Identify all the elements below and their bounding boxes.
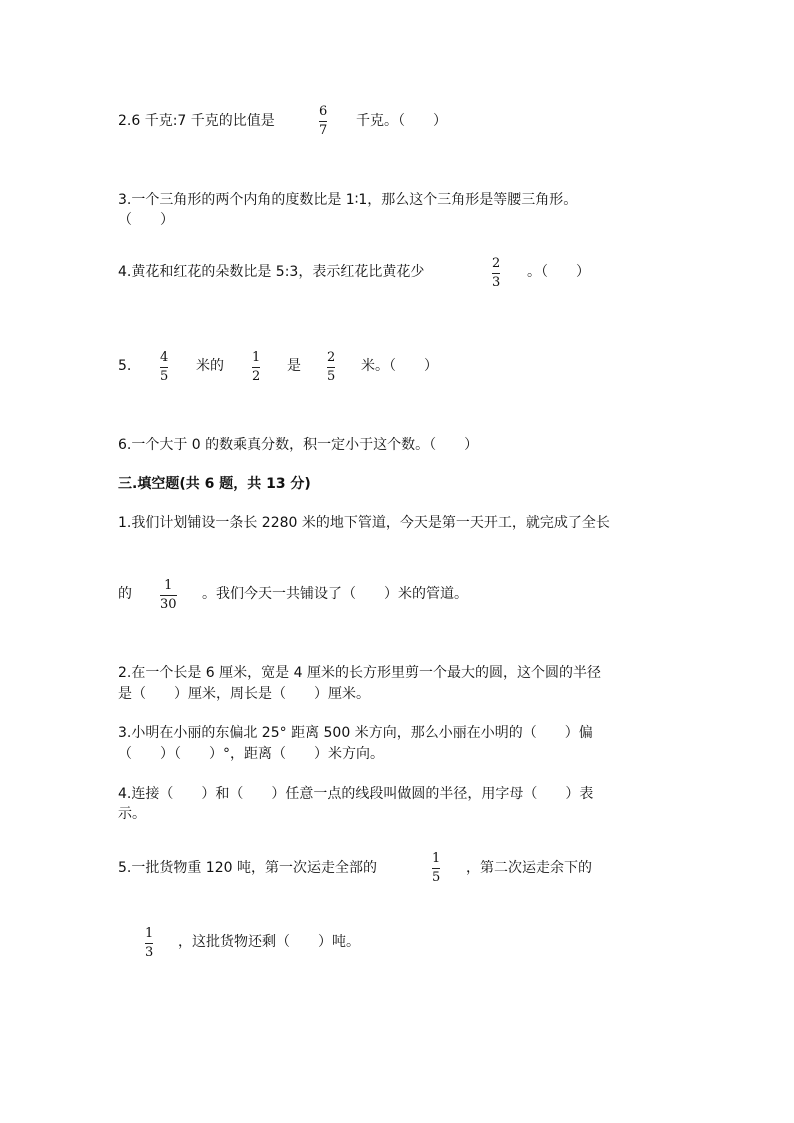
fraction-1-5 xyxy=(432,851,440,885)
fraction-bar xyxy=(492,273,500,274)
fraction-numerator: 4 xyxy=(160,350,169,365)
judgment-q5-text-a: 米的 xyxy=(196,358,224,374)
judgment-q5-number: 5. xyxy=(118,358,132,374)
fill-q5-tail: ，这批货物还剩（ ）吨。 xyxy=(178,934,360,950)
fraction-denominator: 5 xyxy=(432,870,441,885)
fraction-bar xyxy=(160,595,177,596)
fraction-bar xyxy=(160,367,168,368)
judgment-q5-tail: 米。（ ） xyxy=(361,358,438,374)
fraction-bar xyxy=(319,121,327,122)
fill-q3-text: 3.小明在小丽的东偏北 25° 距离 500 米方向，那么小丽在小明的（ ）偏 xyxy=(118,725,593,741)
fraction-numerator: 2 xyxy=(492,256,501,271)
judgment-q6-text: 6.一个大于 0 的数乘真分数，积一定小于这个数。（ ） xyxy=(118,437,479,453)
fill-q4-text: 4.连接（ ）和（ ）任意一点的线段叫做圆的半径，用字母（ ）表 xyxy=(118,786,594,802)
fill-q1-tail: 。我们今天一共铺设了（ ）米的管道。 xyxy=(202,586,468,602)
judgment-q3-text: 3.一个三角形的两个内角的度数比是 1∶1，那么这个三角形是等腰三角形。 xyxy=(118,192,578,208)
fraction-denominator: 30 xyxy=(160,597,177,612)
fraction-bar xyxy=(252,367,260,368)
judgment-q4-tail: 。（ ） xyxy=(527,264,590,280)
section-heading-fill-in: 三.填空题(共 6 题，共 13 分) xyxy=(118,476,311,492)
fraction-numerator: 6 xyxy=(319,104,328,119)
fraction-4-5 xyxy=(160,350,168,384)
judgment-q4-text: 4.黄花和红花的朵数比是 5:3，表示红花比黄花少 xyxy=(118,264,425,280)
fill-q2-text-b: 是（ ）厘米，周长是（ ）厘米。 xyxy=(118,686,370,702)
fraction-numerator: 1 xyxy=(252,350,261,365)
fill-q1-text: 1.我们计划铺设一条长 2280 米的地下管道，今天是第一天开工，就完成了全长 xyxy=(118,515,610,531)
fill-q2-text: 2.在一个长是 6 厘米，宽是 4 厘米的长方形里剪一个最大的圆，这个圆的半径 xyxy=(118,665,601,681)
fraction-bar xyxy=(327,367,335,368)
fraction-2-5 xyxy=(327,350,335,384)
fill-q5-text: 5.一批货物重 120 吨，第一次运走全部的 xyxy=(118,860,377,876)
fraction-bar xyxy=(432,868,440,869)
fraction-1-30 xyxy=(160,578,177,612)
fill-q4-text-b: 示。 xyxy=(118,806,146,822)
fraction-denominator: 5 xyxy=(327,369,336,384)
fraction-numerator: 1 xyxy=(432,851,441,866)
fill-q5-text-b: ，第二次运走余下的 xyxy=(466,860,592,876)
judgment-q2-text: 2.6 千克:7 千克的比值是 xyxy=(118,113,275,129)
fraction-denominator: 2 xyxy=(252,369,261,384)
fill-q1-text-b: 的 xyxy=(118,586,132,602)
fraction-6-7 xyxy=(319,104,327,138)
fraction-numerator: 2 xyxy=(327,350,336,365)
fraction-denominator: 5 xyxy=(160,369,169,384)
judgment-q5-text-b: 是 xyxy=(287,358,301,374)
fraction-bar xyxy=(145,943,153,944)
fraction-2-3 xyxy=(492,256,500,290)
fraction-denominator: 7 xyxy=(319,123,328,138)
fraction-1-3 xyxy=(145,926,153,960)
fraction-numerator: 1 xyxy=(145,926,154,941)
fraction-denominator: 3 xyxy=(492,275,501,290)
fill-q3-text-b: （ ）（ ）°，距离（ ）米方向。 xyxy=(118,746,384,762)
fraction-denominator: 3 xyxy=(145,945,154,960)
judgment-q3-answer-blank: （ ） xyxy=(118,212,174,228)
fraction-numerator: 1 xyxy=(164,578,173,593)
judgment-q2-tail: 千克。（ ） xyxy=(356,113,447,129)
fraction-1-2 xyxy=(252,350,260,384)
